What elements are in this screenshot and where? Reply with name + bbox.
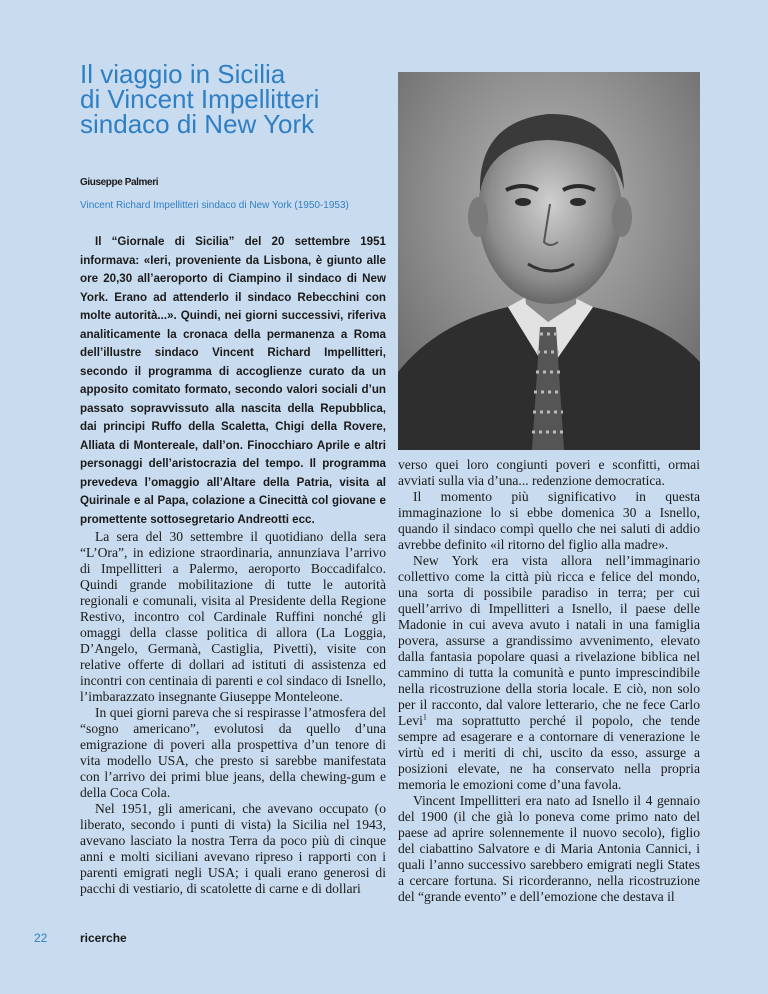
page-number: 22: [34, 931, 48, 945]
body-paragraph: Il momento più significativo in questa immaginazione lo si ebbe domenica 30 a Isnello, quando il sindaco compì quello che nei saluti di addio avrebbe definito «il ritorno del figlio alla madre».: [398, 489, 700, 552]
body-paragraph: verso quei loro congiunti poveri e sconfitti, ormai avviati sulla via d’una... redenzione democratica.: [398, 457, 700, 488]
title-line: sindaco di New York: [80, 109, 315, 139]
lead-paragraph: Il “Giornale di Sicilia” del 20 settembre 1951 informava: «Ieri, proveniente da Lisbona, è giunto alle ore 20,30 all’aeroporto di Ciampino il sindaco di New York. Erano ad attenderlo il sindaco Rebecchini con molte autorità...». Quindi, nei giorni successivi, riferiva analiticamente la cronaca della permanenza a Roma dell’illustre sindaco Vincent Richard Impellitteri, secondo il programma di accoglienze curato da un apposito comitato formato, secondo valori sociali d’un passato sopravvissuto alla nascita della Repubblica, dai principi Ruffo della Scaletta, Chigi della Rovere, Alliata di Montereale, dall’on. Finocchiaro Aprile e altri personaggi dell’aristocrazia del tempo. Il programma prevedeva l’omaggio all’Altare della Patria, visita al Quirinale e al Papa, colazione a Cinecittà col giovane e promettente sottosegretario Andreotti ecc.: [80, 235, 386, 526]
right-column: [398, 457, 700, 905]
portrait-illustration: [398, 72, 700, 450]
footnote-marker: 1: [422, 712, 427, 722]
body-paragraph: Vincent Impellitteri era nato ad Isnello il 4 gennaio del 1900 (il che già lo poneva come primo nato del paese ad aprire solennemente il nuovo secolo), figlio del ciabattino Salvatore e di Maria Antonia Cannici, i quali l’anno successivo sarebbero emigrati negli States a cercare fortuna. Si ricorderanno, nella ricostruzione del “grande evento” e dell’emozione che destava il: [398, 793, 700, 904]
section-name: ricerche: [80, 931, 127, 945]
body-paragraph: La sera del 30 settembre il quotidiano della sera “L’Ora”, in edizione straordinaria, annunziava l’arrivo di Impellitteri a Palermo, aeroporto Boccadifalco. Quindi grande mobilitazione di tutte le autorità regionali e comunali, visita al Presidente della Regione Restivo, incontro col Cardinale Ruffini nonché gli omaggi della classe politica di allora (La Loggia, D’Angelo, Germanà, Castiglia, Pivetti), visite con relative offerte di dollari ad istituti di assistenza ed incontri con centinaia di parenti e col sindaco di Isnello, l’imbarazzato insegnante Giuseppe Monteleone.: [80, 529, 386, 704]
photo-caption: Vincent Richard Impellitteri sindaco di New York (1950-1953): [80, 200, 349, 211]
portrait-photo: [398, 72, 700, 450]
body-paragraph: Nel 1951, gli americani, che avevano occupato (o liberato, secondo i punti di vista) la Sicilia nel 1943, avevano lasciato la nostra Terra da poco più di cinque anni e molti siciliani avevano ripreso i rapporti con i parenti emigrati negli USA; i quali erano generosi di pacchi di vestiario, di scatolette di carne e di dollari: [80, 801, 386, 896]
title-line: di Vincent Impellitteri: [80, 84, 320, 114]
left-column: [80, 233, 386, 897]
body-paragraph: In quei giorni pareva che si respirasse l’atmosfera del “sogno americano”, evolutosi da quello d’una emigrazione di poveri alla prospettiva d’un tenore di vita modello USA, che presto si sarebbe manifestata con l’arrivo dei primi blue jeans, della chewing-gum e della Coca Cola.: [80, 705, 386, 800]
body-text: New York era vista allora nell’immaginario collettivo come la città più ricca e felice del mondo, una sorta di possibile paradiso in terra; per cui quell’arrivo di Impellitteri a Isnello, il paese delle Madonie in cui aveva avuto i natali in una famiglia povera, assurse a grandissimo avvenimento, elevato dalla fantasia popolare quasi a rivelazione biblica nel cammino di tutta la comunità e punto imprescindibile nella ricostruzione della storia locale. E ciò, non solo per il racconto, dal valore letterario, che ne fece Carlo Levi: [398, 553, 700, 728]
body-text: ma soprattutto perché il popolo, che tende sempre ad esagerare e a contornare di venerazione le virtù ed i meriti di chi, uscito da esso, assurge a posizioni elevate, ne ha conservato nella propria memoria le emozioni come d’una favola.: [398, 713, 700, 792]
body-paragraph: [398, 553, 700, 793]
title-line: Il viaggio in Sicilia: [80, 59, 286, 89]
author-name: Giuseppe Palmeri: [80, 177, 159, 188]
article-title: [80, 59, 400, 139]
